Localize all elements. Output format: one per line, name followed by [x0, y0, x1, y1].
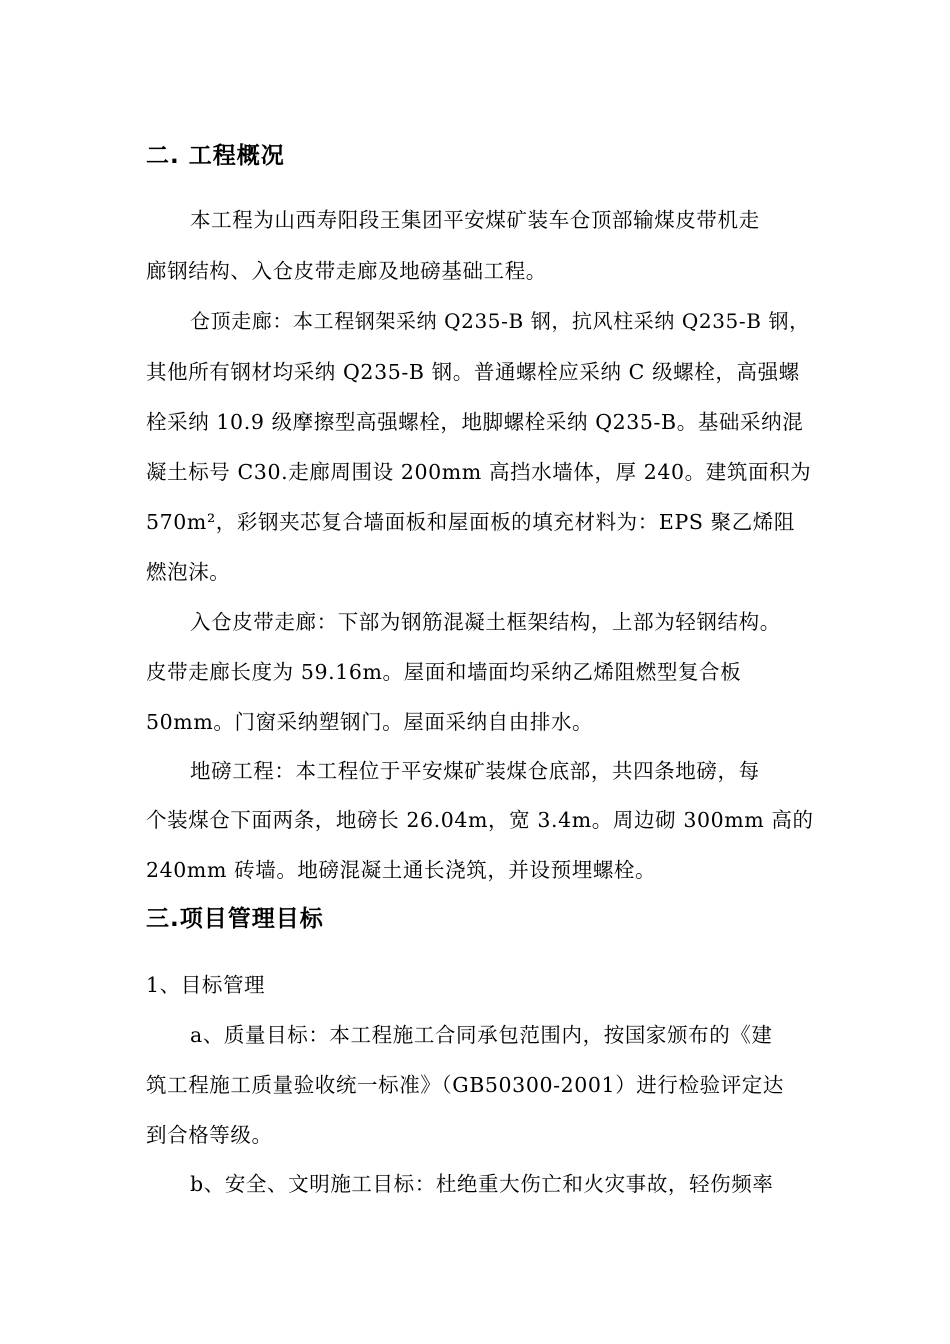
section-heading-goals: 三.项目管理目标 [146, 906, 324, 932]
section-heading-overview: 二. 工程概况 [146, 143, 285, 169]
paragraph-line: 地磅工程：本工程位于平安煤矿装煤仓底部，共四条地磅，每 [190, 759, 760, 783]
paragraph-line: 本工程为山西寿阳段王集团平安煤矿装车仓顶部输煤皮带机走 [190, 208, 760, 232]
paragraph-line: 仓顶走廊：本工程钢架采纳 Q235-B 钢，抗风柱采纳 Q235-B 钢， [190, 309, 810, 333]
paragraph-line: 燃泡沫。 [146, 560, 231, 584]
paragraph-line: 570m²，彩钢夹芯复合墙面板和屋面板的填充材料为：EPS 聚乙烯阻 [146, 510, 796, 534]
sub-heading: 1、目标管理 [146, 973, 266, 997]
paragraph-line: 其他所有钢材均采纳 Q235-B 钢。普通螺栓应采纳 C 级螺栓，高强螺 [146, 360, 800, 384]
paragraph-line: 栓采纳 10.9 级摩擦型高强螺栓，地脚螺栓采纳 Q235-B。基础采纳混 [146, 410, 804, 434]
paragraph-line: 廊钢结构、入仓皮带走廊及地磅基础工程。 [146, 259, 547, 283]
paragraph-line: 到合格等级。 [146, 1123, 273, 1147]
paragraph-line: 筑工程施工质量验收统一标准》（GB50300-2001）进行检验评定达 [146, 1073, 785, 1097]
paragraph-line: 240mm 砖墙。地磅混凝土通长浇筑，并设预埋螺栓。 [146, 858, 657, 882]
paragraph-line: 个装煤仓下面两条，地磅长 26.04m，宽 3.4m。周边砌 300mm 高的 [146, 808, 814, 832]
paragraph-line: 50mm。门窗采纳塑钢门。屋面采纳自由排水。 [146, 710, 594, 734]
paragraph-line: 皮带走廊长度为 59.16m。屋面和墙面均采纳乙烯阻燃型复合板 [146, 660, 742, 684]
paragraph-line: a、质量目标：本工程施工合同承包范围内，按国家颁布的《建 [190, 1023, 773, 1047]
paragraph-line: 入仓皮带走廊：下部为钢筋混凝土框架结构，上部为轻钢结构。 [190, 610, 781, 634]
paragraph-line: 凝土标号 C30.走廊周围设 200mm 高挡水墙体，厚 240。建筑面积为 [146, 460, 812, 484]
paragraph-line: b、安全、文明施工目标：杜绝重大伤亡和火灾事故，轻伤频率 [190, 1172, 774, 1196]
